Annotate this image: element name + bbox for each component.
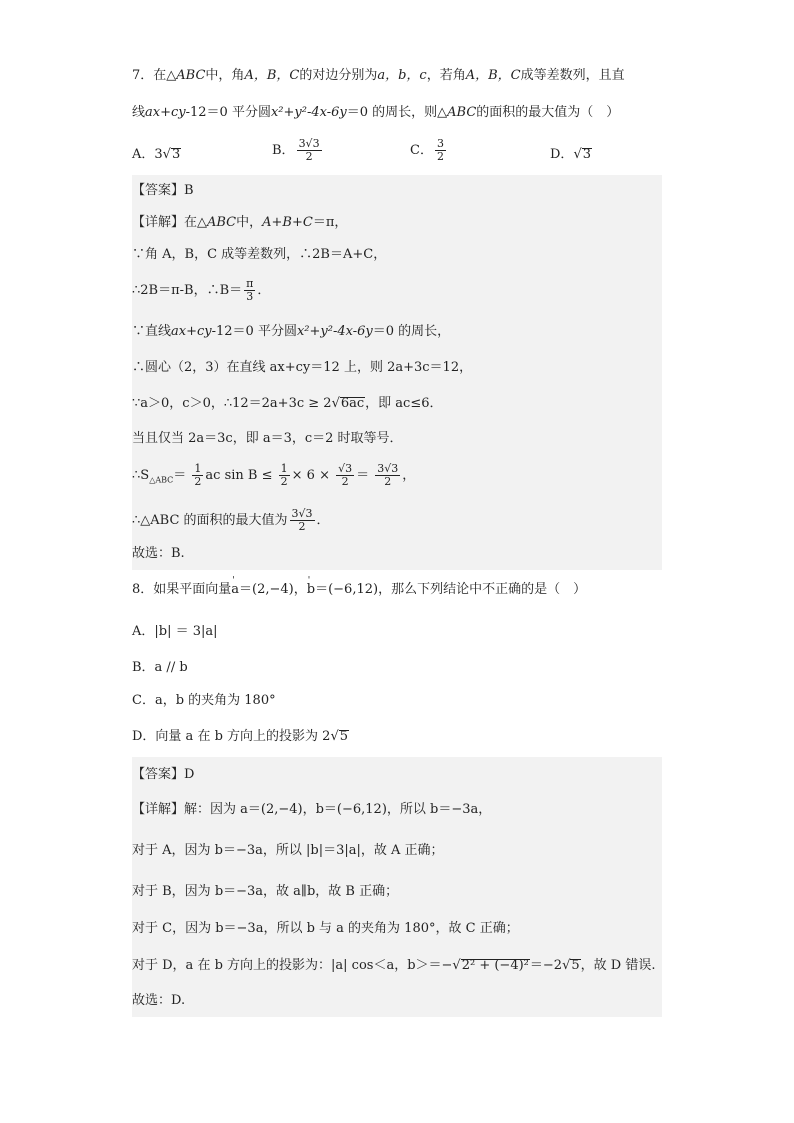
q7-stem-line2: 线ax+cy-12＝0 平分圆x²+y²-4x-6y＝0 的周长，则△ABC的面积的最大值为（ ） — [132, 105, 620, 120]
q7-detail-4: ∵直线ax+cy-12＝0 平分圆x²+y²-4x-6y＝0 的周长， — [132, 324, 451, 339]
q7-detail-5: ∴圆心（2，3）在直线 ax+cy＝12 上，则 2a+3c＝12， — [132, 360, 473, 375]
q7-stem-line1: 7．在△ABC中，角A，B，C的对边分别为a，b，c，若角A，B，C成等差数列，且直 — [132, 68, 625, 83]
q7-detail-7: 当且仅当 2a＝3c，即 a＝3，c＝2 时取等号． — [132, 431, 403, 446]
q7-detail-8: $\therefore S_{\triangle ABC}=$ $\frac{1}{2}$ ac sin B ≤ $\frac{1}{2}$ × 6 × $\frac{√3}{2}$ ＝ $\frac{3√3}{2}$ ， — [132, 462, 416, 488]
q8-option-a: A．|b| ＝ 3|a| — [132, 624, 218, 639]
q7-answer: 【答案】B — [132, 183, 194, 198]
q8-detail-4: 对于 C，因为 b＝−3a，所以 b 与 a 的夹角为 180°，故 C 正确； — [132, 921, 519, 936]
q7-detail-2: ∵角 A，B，C 成等差数列，∴2B＝A+C， — [132, 247, 387, 262]
q7-answer-block — [132, 175, 662, 570]
q8-stem: 8．如果平面向量' a＝(2,−4)，' b＝(−6,12)，那么下列结论中不正确的是（ ） — [132, 580, 662, 600]
q7-detail-9: ∴△ABC 的面积的最大值为 $\frac{3√3}{2}$ ． — [132, 507, 330, 533]
q8-detail-2: 对于 A，因为 b＝−3a，所以 |b|＝3|a|，故 A 正确； — [132, 843, 444, 858]
q8-detail-1: 【详解】解：因为 a＝(2,−4)，b＝(−6,12)，所以 b＝−3a， — [132, 802, 492, 817]
q8-answer-block — [132, 757, 662, 1017]
q8-detail-6: 故选：D. — [132, 993, 186, 1008]
q8-answer: 【答案】D — [132, 767, 195, 782]
q7-option-a: A．3√3 — [132, 147, 181, 162]
q7-detail-10: 故选：B. — [132, 546, 185, 561]
q7-option-c: C． $\frac{3}{2}$ — [410, 137, 444, 163]
q8-option-d: D．向量 a 在 b 方向上的投影为 2√5 — [132, 729, 349, 744]
q8-option-b: B．a // b — [132, 660, 188, 675]
q7-detail-6: ∵a＞0，c＞0，∴12＝2a+3c ≥ 2√6ac，即 ac≤6． — [132, 396, 443, 411]
q8-option-c: C．a，b 的夹角为 180° — [132, 693, 276, 708]
q7-option-d: D．√3 — [550, 147, 592, 162]
q7-option-b: B． $\frac{3√3}{2}$ — [272, 137, 320, 163]
q8-detail-5: 对于 D，a 在 b 方向上的投影为：|a| cos＜a，b＞＝−√2² + (−4)²＝−2√5，故 D 错误. — [132, 958, 656, 973]
q7-detail-1: 【详解】在△ABC中，A+B+C＝π， — [132, 215, 348, 230]
q7-detail-3: ∴2B＝π-B，∴B＝ $\frac{\pi}{3}$ ． — [132, 277, 271, 303]
q8-detail-3: 对于 B，因为 b＝−3a，故 a∥b，故 B 正确； — [132, 884, 399, 899]
